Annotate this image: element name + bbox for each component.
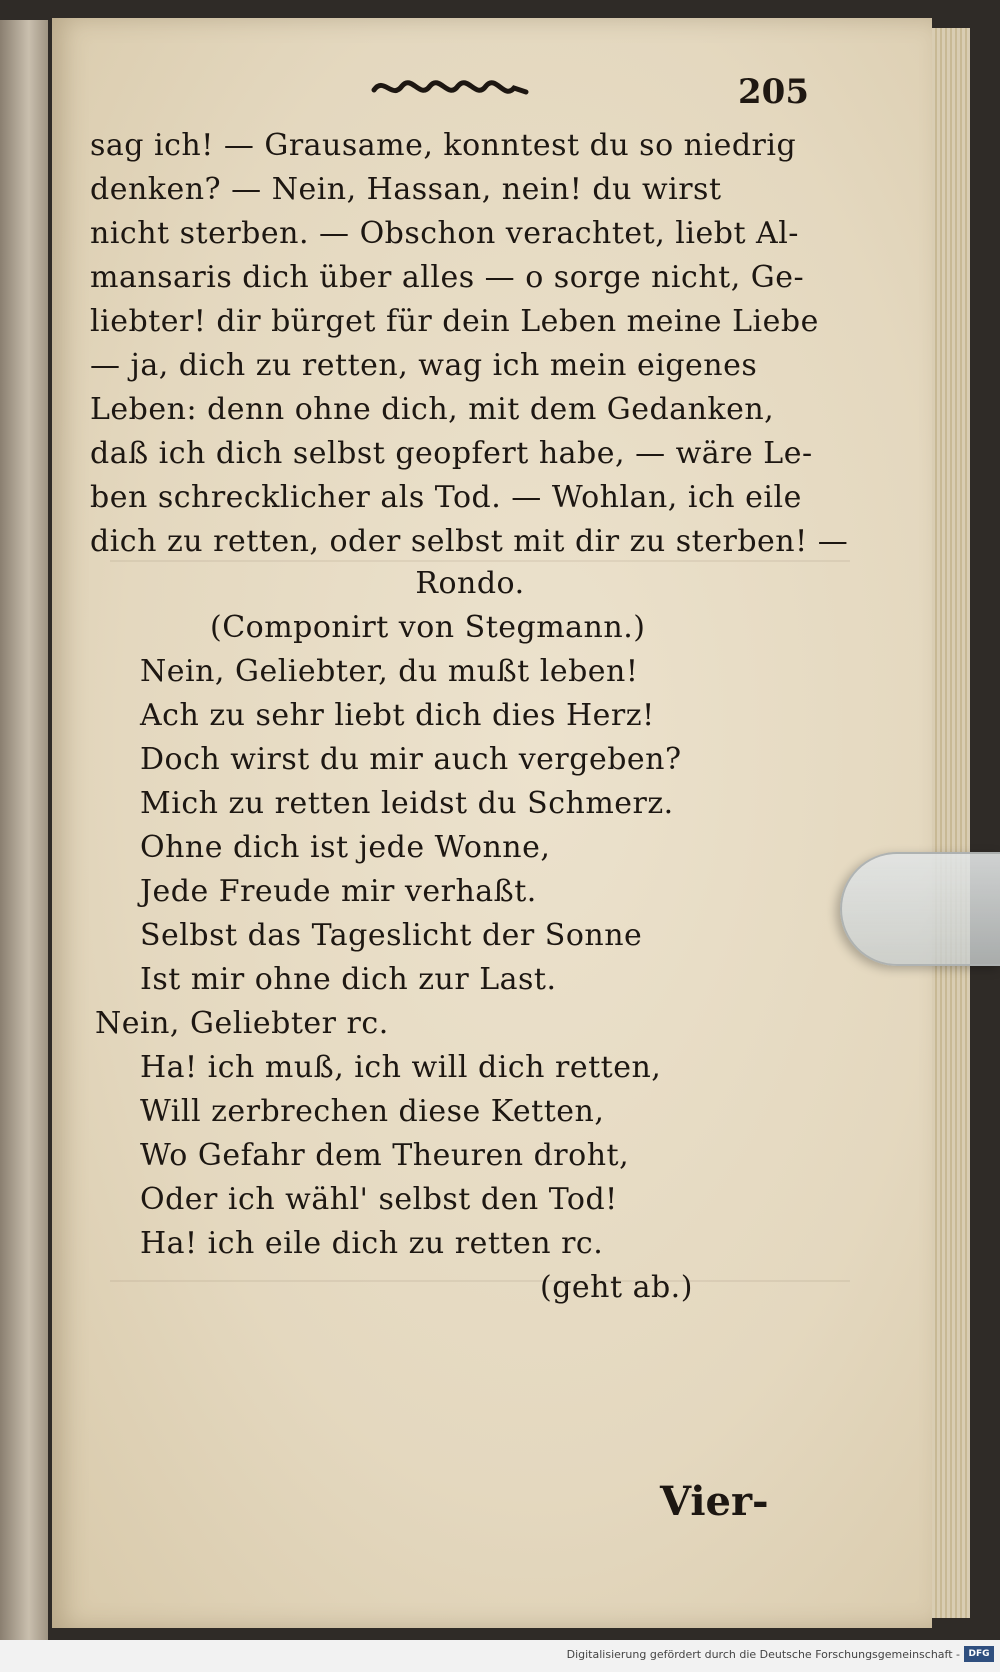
song-line: Doch wirst du mir auch vergeben?: [140, 742, 682, 777]
bleed-through-mark: [110, 560, 850, 562]
header-ornament-icon: [370, 72, 530, 102]
text-line: dich zu retten, oder selbst mit dir zu sterben! —: [90, 524, 849, 559]
song-line: Selbst das Tageslicht der Sonne: [140, 918, 643, 953]
refrain-line: Nein, Geliebter rc.: [95, 1006, 389, 1041]
song-line: Ist mir ohne dich zur Last.: [140, 962, 557, 997]
page-number: 205: [738, 72, 809, 112]
song-line: Nein, Geliebter, du mußt leben!: [140, 654, 639, 689]
bleed-through-mark: [110, 1280, 850, 1282]
text-line: mansaris dich über alles — o sorge nicht, Ge-: [90, 260, 805, 295]
plastic-page-clip: [840, 852, 1000, 966]
stage-direction: (geht ab.): [540, 1270, 693, 1305]
song-line: Oder ich wähl' selbst den Tod!: [140, 1182, 618, 1217]
text-line: ben schrecklicher als Tod. — Wohlan, ich eile: [90, 480, 802, 515]
dfg-logo: DFG: [964, 1646, 994, 1662]
song-line: Ohne dich ist jede Wonne,: [140, 830, 551, 865]
song-line: Jede Freude mir verhaßt.: [140, 874, 537, 909]
left-page-edge: [0, 20, 48, 1640]
song-line: Will zerbrechen diese Ketten,: [140, 1094, 605, 1129]
text-line: Leben: denn ohne dich, mit dem Gedanken,: [90, 392, 775, 427]
song-line: Ha! ich muß, ich will dich retten,: [140, 1050, 662, 1085]
text-line: daß ich dich selbst geopfert habe, — wäre Le-: [90, 436, 813, 471]
text-line: nicht sterben. — Obschon verachtet, liebt Al-: [90, 216, 799, 251]
rondo-title: Rondo.: [415, 566, 525, 601]
footer-bar: [0, 1640, 1000, 1672]
text-line: denken? — Nein, Hassan, nein! du wirst: [90, 172, 722, 207]
page-fore-edge: [932, 28, 970, 1618]
footer-credit: Digitalisierung gefördert durch die Deutsche Forschungsgemeinschaft -: [566, 1648, 960, 1661]
catchword: Vier-: [660, 1478, 769, 1525]
song-line: Ha! ich eile dich zu retten rc.: [140, 1226, 604, 1261]
song-line: Mich zu retten leidst du Schmerz.: [140, 786, 674, 821]
song-line: Wo Gefahr dem Theuren droht,: [140, 1138, 630, 1173]
text-line: — ja, dich zu retten, wag ich mein eigenes: [90, 348, 758, 383]
song-line: Ach zu sehr liebt dich dies Herz!: [140, 698, 655, 733]
text-line: sag ich! — Grausame, konntest du so niedrig: [90, 128, 797, 163]
text-line: liebter! dir bürget für dein Leben meine Liebe: [90, 304, 819, 339]
composer-note: (Componirt von Stegmann.): [210, 610, 646, 645]
